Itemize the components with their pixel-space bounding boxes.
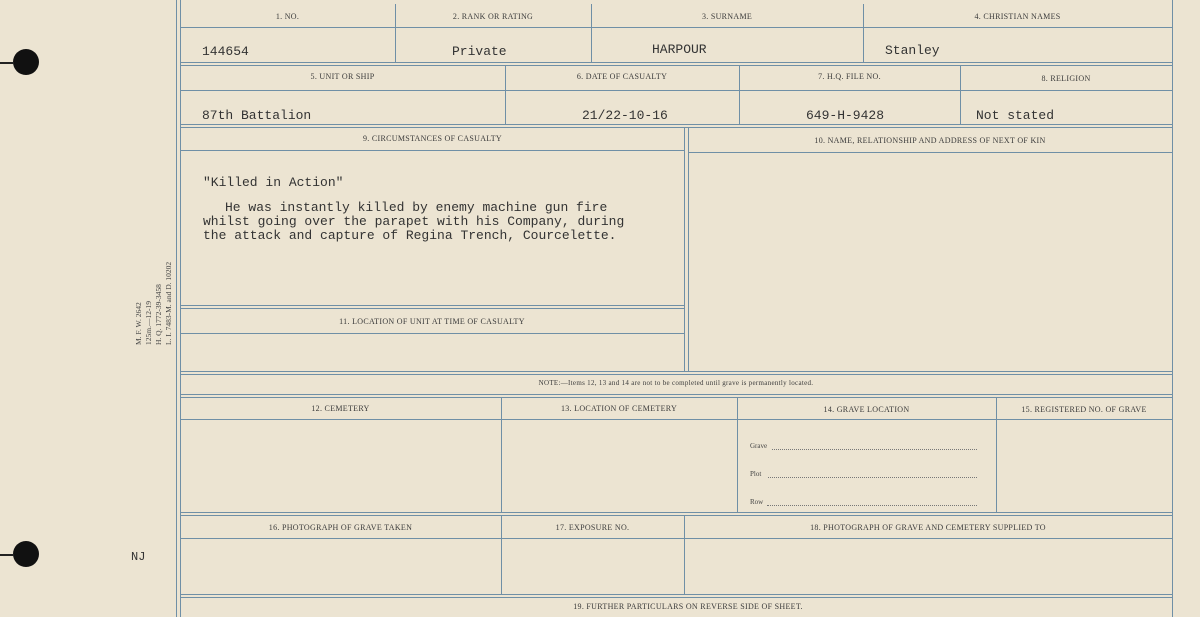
label-christian: 4. CHRISTIAN NAMES (974, 12, 1061, 21)
value-religion: Not stated (976, 108, 1055, 123)
label-rank: 2. RANK OR RATING (452, 12, 534, 21)
form-number (134, 262, 174, 345)
rule-5b (688, 152, 1172, 153)
label-no: 1. NO. (275, 12, 300, 21)
value-christian: Stanley (885, 43, 940, 58)
value-date: 21/22-10-16 (582, 108, 668, 123)
col-3b (688, 128, 689, 372)
label-location-cemetery: 13. LOCATION OF CEMETERY (560, 404, 678, 413)
clerk-initials: NJ (131, 550, 146, 564)
label-date: 6. DATE OF CASUALTY (576, 72, 668, 81)
row-label: Row (750, 498, 764, 506)
rule-7 (180, 333, 684, 334)
col-3a (684, 128, 685, 372)
label-photo-taken: 16. PHOTOGRAPH OF GRAVE TAKEN (268, 523, 413, 532)
circ-title: "Killed in Action" (203, 175, 344, 190)
label-file: 7. H.Q. FILE NO. (818, 72, 881, 81)
circ-line-3: the attack and capture of Regina Trench, Courcelette. (203, 228, 617, 243)
plot-label: Plot (750, 470, 762, 478)
col-2a (505, 66, 506, 124)
rule-10 (180, 419, 1172, 420)
circ-line-2: whilst going over the parapet with his Company, during (203, 214, 625, 229)
rule-13 (180, 594, 1172, 598)
rule-1 (180, 27, 1172, 28)
col-1a (395, 4, 396, 62)
label-kin: 10. NAME, RELATIONSHIP AND ADDRESS OF NEXT OF KIN (814, 136, 1046, 145)
value-no: 144654 (202, 44, 249, 59)
label-cemetery: 12. CEMETERY (311, 404, 370, 413)
col-5b (684, 516, 685, 594)
col-4a (501, 398, 502, 512)
circ-line-1: He was instantly killed by enemy machine gun fire (225, 200, 608, 215)
rule-9 (180, 394, 1172, 398)
col-4b (737, 398, 738, 512)
rule-2 (180, 62, 1172, 66)
right-border (1172, 0, 1173, 617)
row-dotline (767, 505, 977, 506)
value-surname: HARPOUR (652, 42, 707, 57)
rule-11 (180, 512, 1172, 516)
label-grave-location: 14. GRAVE LOCATION (823, 405, 910, 414)
plot-dotline (768, 477, 977, 478)
form-line-1: M. F. W. 2642 (134, 302, 143, 345)
form-line-4: L. I. 7483-M. and D. 10202 (164, 261, 173, 345)
label-religion: 8. RELIGION (1041, 74, 1091, 83)
left-border (176, 0, 177, 617)
grave-dotline (772, 449, 977, 450)
col-1b (591, 4, 592, 62)
label-exposure: 17. EXPOSURE NO. (555, 523, 630, 532)
value-unit: 87th Battalion (202, 108, 312, 123)
label-photo-supplied: 18. PHOTOGRAPH OF GRAVE AND CEMETERY SUPPLIED TO (810, 523, 1046, 532)
form-line-2: 125m.—12-19 (144, 301, 153, 345)
label-location-unit: 11. LOCATION OF UNIT AT TIME OF CASUALTY (339, 317, 525, 326)
label-registered: 15. REGISTERED NO. OF GRAVE (1021, 405, 1147, 414)
label-further: 19. FURTHER PARTICULARS ON REVERSE SIDE OF SHEET. (573, 602, 803, 611)
rule-12 (180, 538, 1172, 539)
col-4c (996, 398, 997, 512)
hole-shadow-bottom (0, 554, 14, 556)
note-text: NOTE:—Items 12, 13 and 14 are not to be completed until grave is permanently located. (538, 379, 814, 387)
col-5a (501, 516, 502, 594)
col-2b (739, 66, 740, 124)
hole-shadow-top (0, 62, 14, 64)
value-rank: Private (452, 44, 507, 59)
value-file: 649-H-9428 (806, 108, 885, 123)
label-circumstances: 9. CIRCUMSTANCES OF CASUALTY (362, 134, 503, 143)
rule-8 (180, 371, 1172, 375)
col-1c (863, 4, 864, 62)
form-line-3: H. Q. 1772-39-3458 (154, 284, 163, 345)
label-surname: 3. SURNAME (701, 12, 753, 21)
grave-label: Grave (750, 442, 768, 450)
rule-3 (180, 90, 1172, 91)
punch-hole-bottom (13, 541, 39, 567)
rule-4 (180, 124, 1172, 128)
punch-hole-top (13, 49, 39, 75)
rule-6 (180, 305, 684, 309)
label-unit: 5. UNIT OR SHIP (310, 72, 375, 81)
col-2c (960, 66, 961, 124)
rule-5a (180, 150, 685, 151)
